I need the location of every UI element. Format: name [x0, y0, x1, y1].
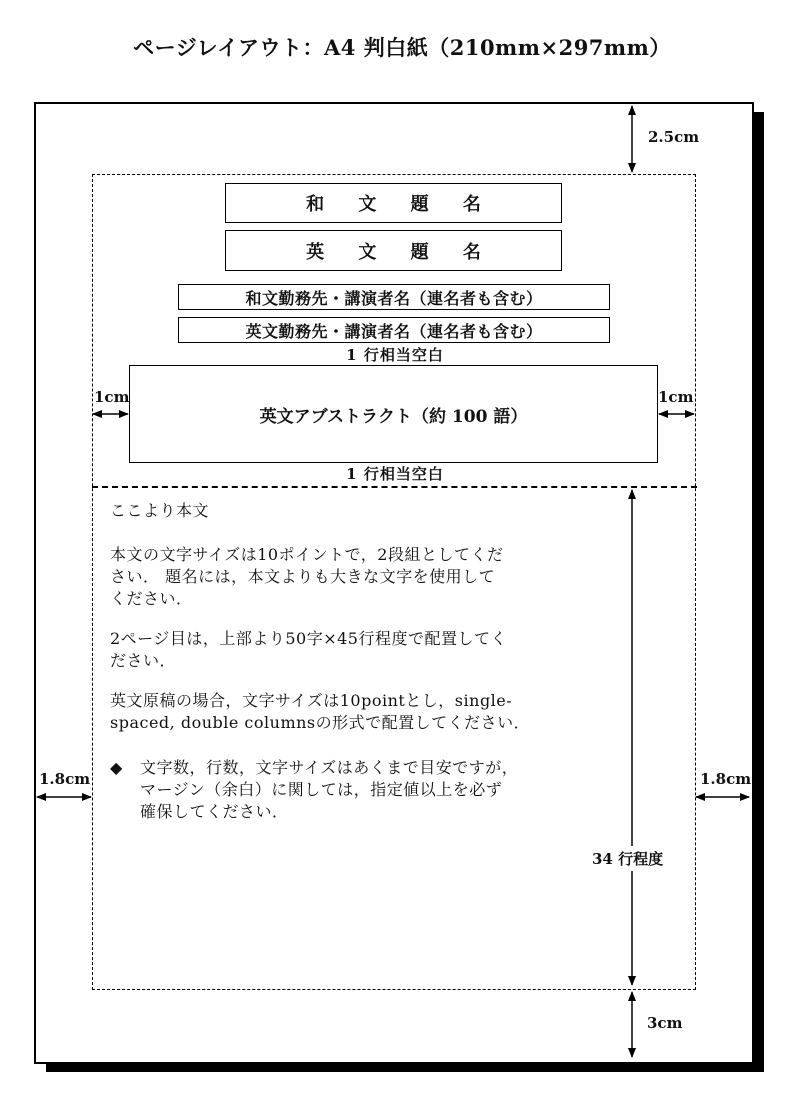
- english-title-label: 英 文 題 名: [306, 241, 495, 263]
- blank-line-label-lower: 1 行相当空白: [346, 465, 444, 483]
- bottom-margin-label: 3cm: [647, 1014, 683, 1032]
- body-paragraph-1-line-3: ください．: [110, 589, 193, 608]
- body-paragraph-2-line-1: 2ページ目は，上部より50字×45行程度で配置してく: [110, 629, 507, 648]
- body-paragraph-3: [110, 690, 580, 734]
- left-margin-label: 1.8cm: [39, 770, 91, 788]
- top-margin-label: 2.5cm: [648, 128, 700, 146]
- body-bullet-line-2: マージン（余白）に関しては，指定値以上を必ず: [140, 780, 503, 799]
- abstract-right-indent-label: 1cm: [658, 388, 694, 406]
- body-paragraph-1-line-2: さい． 題名には，本文よりも大きな文字を使用して: [110, 567, 496, 586]
- body-bullet-text: [140, 757, 582, 823]
- body-start-label: ここより本文: [110, 501, 210, 520]
- abstract-left-indent-label: 1cm: [94, 388, 130, 406]
- body-bullet-line-1: 文字数，行数，文字サイズはあくまで目安ですが，: [140, 758, 519, 777]
- body-lines-label: 34 行程度: [590, 846, 665, 871]
- page-title: ページレイアウト：A4 判白紙（210mm×297mm）: [133, 35, 671, 60]
- diamond-bullet-icon: ◆: [110, 758, 123, 777]
- japanese-affiliation-label: 和文勤務先・講演者名（連名者も含む）: [245, 288, 543, 308]
- body-bullet-note: [110, 757, 580, 827]
- blank-line-label-upper: 1 行相当空白: [346, 346, 444, 364]
- right-margin-label: 1.8cm: [700, 770, 752, 788]
- body-paragraph-1-line-1: 本文の文字サイズは10ポイントで，2段組としてくだ: [110, 545, 504, 564]
- body-bullet-line-3: 確保してください．: [140, 802, 289, 821]
- body-paragraph-2-line-2: ださい．: [110, 651, 177, 670]
- body-paragraph-1: [110, 544, 580, 610]
- abstract-label: 英文アブストラクト（約 100 語）: [259, 406, 528, 427]
- japanese-title-label: 和 文 題 名: [306, 194, 495, 215]
- body-paragraph-2: [110, 628, 580, 672]
- english-affiliation-label: 英文勤務先・講演者名（連名者も含む）: [245, 321, 543, 341]
- body-paragraph-3-line-2: spaced, double columnsの形式で配置してください．: [110, 713, 531, 732]
- body-paragraph-3-line-1: 英文原稿の場合，文字サイズは10pointとし，single-: [110, 691, 513, 710]
